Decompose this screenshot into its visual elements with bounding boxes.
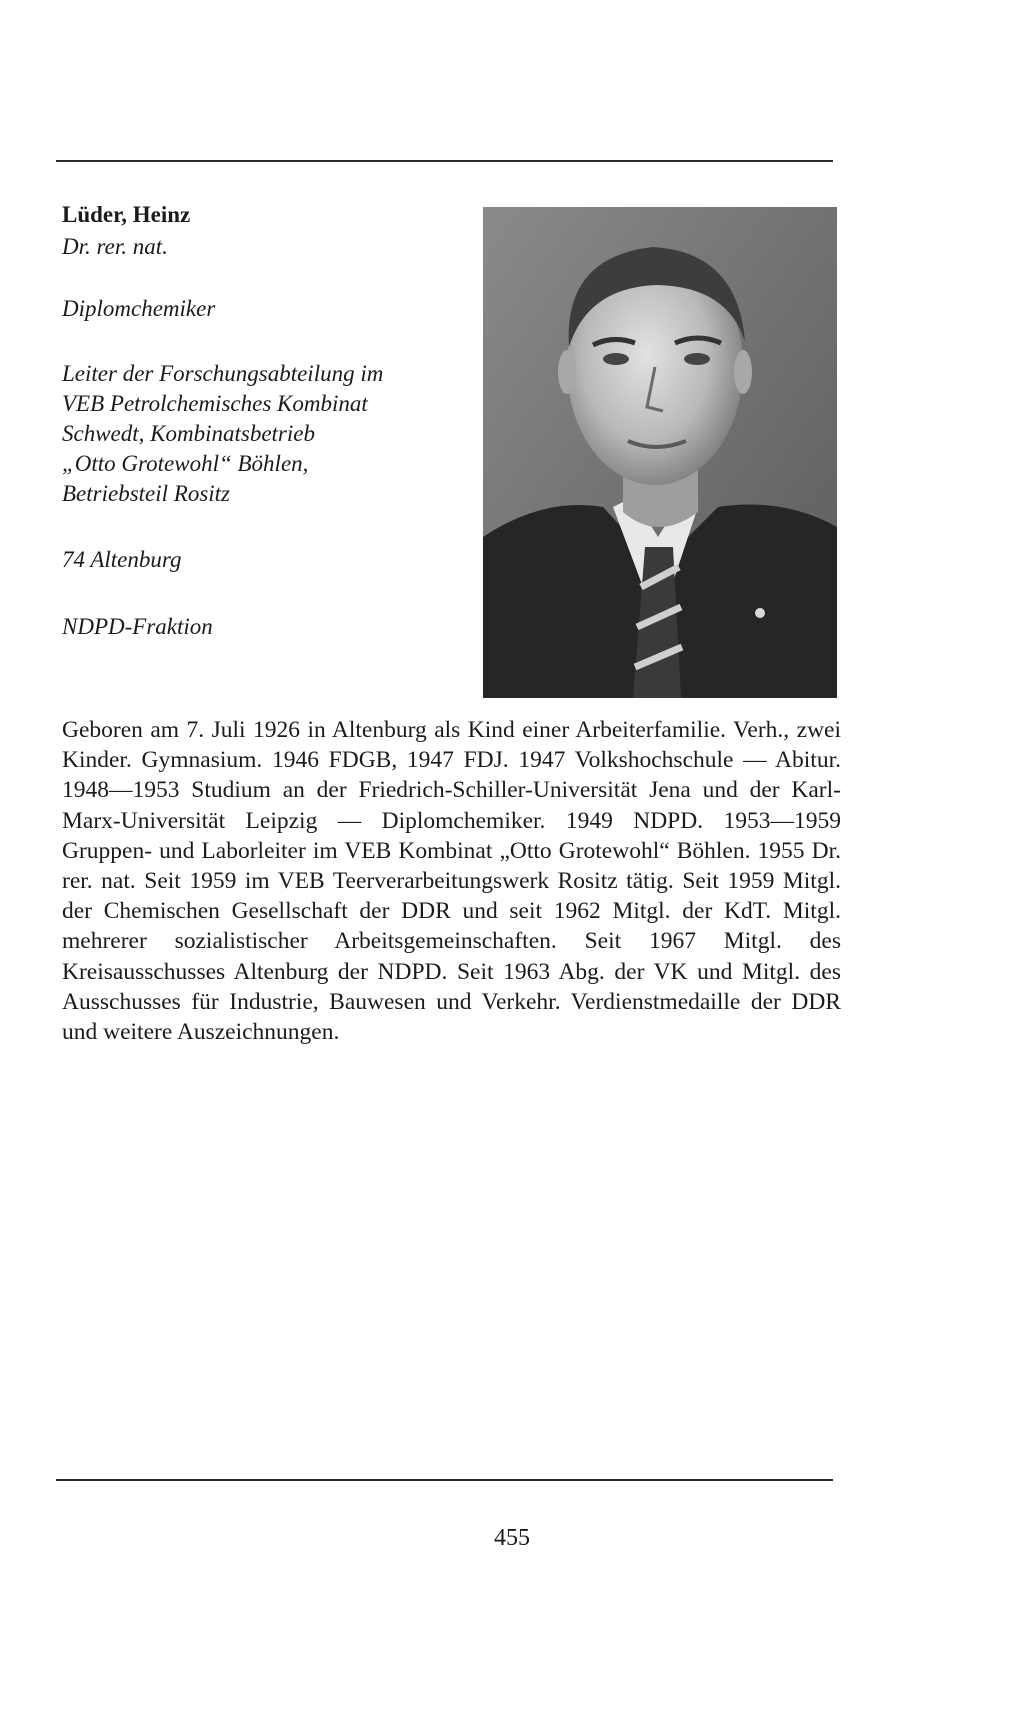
bottom-rule (56, 1479, 833, 1481)
position-line: „Otto Grotewohl“ Böhlen, (62, 451, 309, 476)
biography-text: Geboren am 7. Juli 1926 in Altenburg als Kind einer Arbeiterfamilie. Verh., zwei Kinder. Gymnasium. 1946 FDGB, 1947 FDJ. 1947 Volkshochschule — Abitur. 1948—1953 Studium an der Friedrich-Schiller-Universität Jena und der Karl-Marx-Universität Leipzig — Diplomchemiker. 1949 NDPD. 1953—1959 Gruppen- und Laborleiter im VEB Kombinat „Otto Grotewohl“ Böhlen. 1955 Dr. rer. nat. Seit 1959 im VEB Teerverarbeitungswerk Rositz tätig. Seit 1959 Mitgl. der Chemischen Gesellschaft der DDR und seit 1962 Mitgl. der KdT. Mitgl. mehrerer sozialistischer Arbeitsgemeinschaften. Seit 1967 Mitgl. des Kreisausschusses Altenburg der NDPD. Seit 1963 Abg. der VK und Mitgl. des Ausschusses für Industrie, Bauwesen und Verkehr. Verdienstmedaille der DDR und weitere Auszeichnungen. (62, 717, 841, 1046)
position-line: Betriebsteil Rositz (62, 481, 231, 506)
page-number: 455 (494, 1525, 530, 1551)
entry-header (62, 200, 462, 642)
academic-title: Dr. rer. nat. (62, 234, 168, 259)
person-name: Lüder, Heinz (62, 202, 191, 227)
position-line: Schwedt, Kombinatsbetrieb (62, 421, 315, 446)
faction: NDPD-Fraktion (62, 614, 213, 639)
position-line: Leiter der Forschungsabteilung im (62, 361, 384, 386)
position-line: VEB Petrolchemisches Kombinat (62, 391, 368, 416)
position (62, 359, 462, 509)
city: 74 Altenburg (62, 547, 182, 572)
portrait-photo (483, 207, 837, 698)
profession: Diplomchemiker (62, 296, 216, 321)
top-rule (56, 160, 833, 162)
